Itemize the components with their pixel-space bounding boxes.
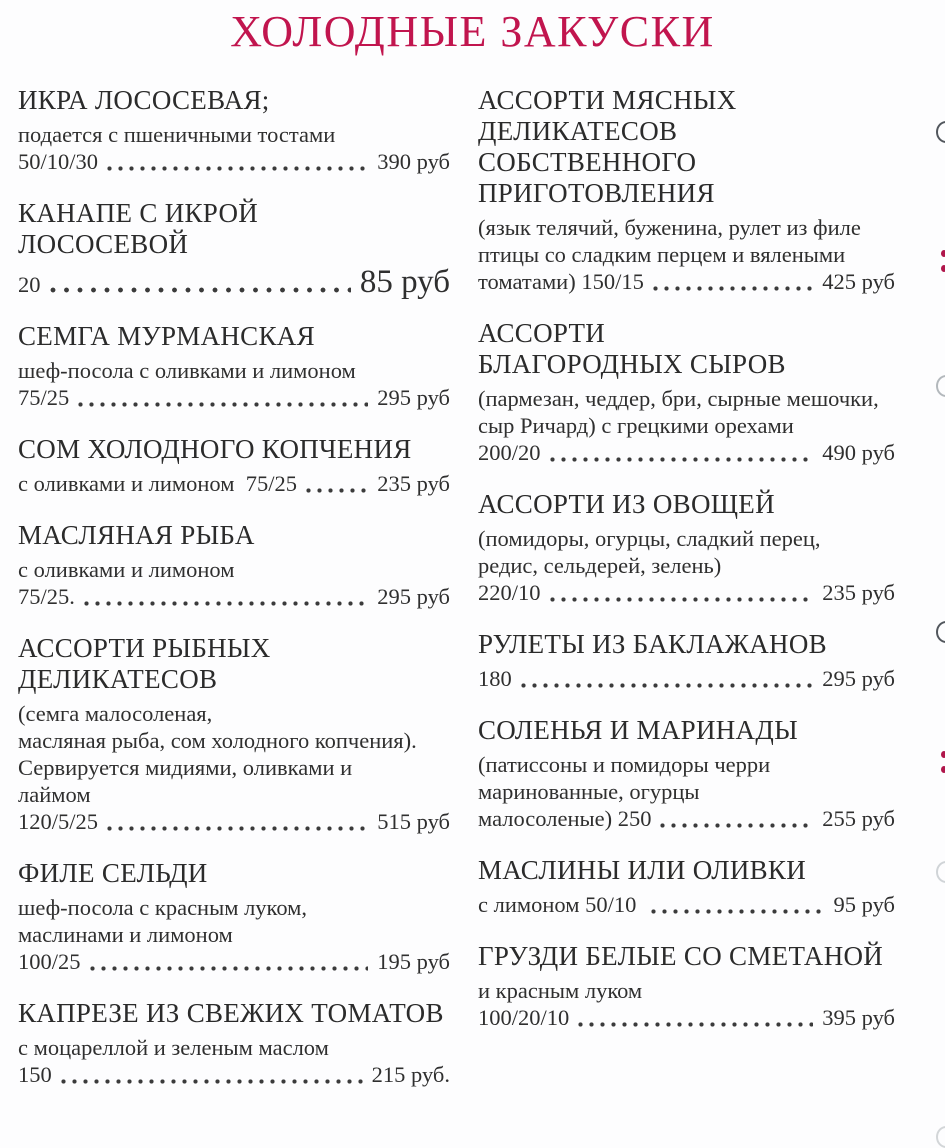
- menu-item-description-line: шеф-посола с оливками и лимоном: [18, 358, 356, 383]
- menu-item-name-line: БЛАГОРОДНЫХ СЫРОВ: [478, 349, 786, 379]
- menu-item-portion: 220/10: [478, 580, 541, 605]
- menu-item-name-line: РУЛЕТЫ ИЗ БАКЛАЖАНОВ: [478, 629, 827, 659]
- menu-item-description: [478, 751, 895, 805]
- menu-item-description: [18, 700, 450, 808]
- menu-item-name-line: КАНАПЕ С ИКРОЙ: [18, 198, 259, 228]
- menu-item-name-line: КАПРЕЗЕ ИЗ СВЕЖИХ ТОМАТОВ: [18, 998, 444, 1028]
- menu-item-description-line: птицы со сладким перцем и вялеными: [478, 242, 846, 267]
- menu-item-portion: 100/25: [18, 949, 81, 974]
- menu-item-name: [478, 85, 895, 209]
- menu-item-price: 85 руб: [359, 264, 450, 300]
- menu-item-price: 235 руб: [377, 471, 450, 496]
- menu-item-name: [18, 633, 450, 695]
- menu-item: [18, 520, 450, 611]
- menu-item-description-line: шеф-посола с красным луком,: [18, 895, 308, 920]
- menu-item-name-line: ФИЛЕ СЕЛЬДИ: [18, 858, 208, 888]
- menu-item-name-line: МАСЛЯНАЯ РЫБА: [18, 520, 255, 550]
- menu-item-price: 255 руб: [822, 806, 895, 831]
- menu-item-price-row: [18, 148, 450, 176]
- menu-item-price-row: [478, 579, 895, 607]
- dotted-leader: [90, 966, 369, 971]
- menu-item-price: 235 руб: [822, 580, 895, 605]
- menu-item-price: 95 руб: [833, 892, 895, 917]
- menu-item-price-row: [18, 1061, 450, 1089]
- menu-item-portion: 75/25.: [18, 584, 75, 609]
- menu-item-price: 490 руб: [822, 440, 895, 465]
- menu-item-name: [478, 941, 895, 972]
- menu-item: [478, 85, 895, 296]
- menu-item-portion: 180: [478, 666, 512, 691]
- menu-item: [478, 489, 895, 607]
- cut-off-glyph-dots: [941, 250, 945, 257]
- menu-item-portion: с оливками и лимоном 75/25: [18, 471, 297, 496]
- menu-item-portion: 120/5/25: [18, 809, 99, 834]
- menu-item-description: [478, 214, 895, 268]
- dotted-leader: [550, 597, 814, 602]
- menu-item-price-row: [18, 808, 450, 836]
- dotted-leader: [78, 402, 368, 407]
- menu-item-description-line: и красным луком: [478, 978, 643, 1003]
- menu-item-portion: малосоленые) 250: [478, 806, 652, 831]
- dotted-leader: [50, 287, 351, 293]
- menu-item-name: [18, 998, 450, 1029]
- menu-item-price-row: [478, 439, 895, 467]
- menu-item-price-row: [18, 948, 450, 976]
- menu-item-description-line: лаймом: [18, 782, 91, 807]
- menu-item-price: 515 руб: [377, 809, 450, 834]
- menu-item-price: 195 руб: [377, 949, 450, 974]
- menu-item-name-line: ПРИГОТОВЛЕНИЯ: [478, 178, 715, 208]
- menu-item-name-line: АССОРТИ МЯСНЫХ: [478, 85, 737, 115]
- menu-item-description-line: (семга малосоленая,: [18, 701, 213, 726]
- dotted-leader: [550, 457, 814, 462]
- menu-item: [478, 941, 895, 1032]
- menu-item-description-line: редис, сельдерей, зелень): [478, 553, 722, 578]
- menu-item: [478, 318, 895, 467]
- menu-item: [18, 434, 450, 498]
- menu-item-price-row: [478, 891, 895, 919]
- menu-item-name-line: СОЛЕНЬЯ И МАРИНАДЫ: [478, 715, 798, 745]
- menu-item-price: 295 руб: [822, 666, 895, 691]
- menu-item-description: [478, 525, 895, 579]
- dotted-leader: [651, 909, 825, 914]
- menu-item-name-line: СЕМГА МУРМАНСКАЯ: [18, 321, 315, 351]
- menu-column-right: [478, 85, 895, 1111]
- menu-item: [478, 715, 895, 833]
- menu-item: [18, 321, 450, 412]
- menu-item-price-row: [18, 470, 450, 498]
- dotted-leader: [84, 601, 368, 606]
- menu-item-portion: 50/10/30: [18, 149, 99, 174]
- menu-item-name: [18, 434, 450, 465]
- page-title: ХОЛОДНЫЕ ЗАКУСКИ: [230, 7, 715, 56]
- menu-item-price: 295 руб: [377, 584, 450, 609]
- dotted-leader: [653, 286, 813, 291]
- menu-item-price-row: [478, 268, 895, 296]
- menu-item-description-line: масляная рыба, сом холодного копчения).: [18, 728, 417, 753]
- dotted-leader: [306, 488, 368, 493]
- menu-item-description-line: маринованные, огурцы: [478, 779, 700, 804]
- menu-item-name-line: ЛОСОСЕВОЙ: [18, 229, 189, 259]
- cut-off-glyph-dots: [941, 265, 945, 272]
- menu-item-description-line: (помидоры, огурцы, сладкий перец,: [478, 526, 821, 551]
- menu-item-description-line: (патиссоны и помидоры черри: [478, 752, 771, 777]
- menu-item-description-line: сыр Ричард) с грецкими орехами: [478, 413, 794, 438]
- menu-item-description: [18, 121, 450, 148]
- menu-item-description-line: (язык телячий, буженина, рулет из филе: [478, 215, 861, 240]
- menu-item-description-line: с моцареллой и зеленым маслом: [18, 1035, 329, 1060]
- menu-item: [478, 855, 895, 919]
- menu-item: [18, 198, 450, 299]
- menu-item-portion: 100/20/10: [478, 1005, 570, 1030]
- menu-item-name-line: ДЕЛИКАТЕСОВ: [18, 664, 218, 694]
- menu-item-description-line: Сервируется мидиями, оливками и: [18, 755, 353, 780]
- dotted-leader: [107, 166, 368, 171]
- menu-item-portion: 75/25: [18, 385, 70, 410]
- cut-off-glyph-arc: [936, 1126, 945, 1148]
- menu-item-price-row: [478, 665, 895, 693]
- menu-item-description-line: подается с пшеничными тостами: [18, 122, 336, 147]
- menu-item-description: [478, 385, 895, 439]
- dotted-leader: [61, 1079, 363, 1084]
- menu-item: [478, 629, 895, 693]
- menu-item-name: [478, 629, 895, 660]
- menu-item-price: 215 руб.: [371, 1062, 450, 1087]
- menu-item-name: [18, 85, 450, 116]
- dotted-leader: [107, 826, 368, 831]
- menu-item-description: [478, 977, 895, 1004]
- menu-item-description: [18, 1034, 450, 1061]
- menu-item-price-row: [478, 805, 895, 833]
- menu-item-name: [478, 715, 895, 746]
- menu-item-description-line: (пармезан, чеддер, бри, сырные мешочки,: [478, 386, 879, 411]
- menu-item-name-line: СОБСТВЕННОГО: [478, 147, 697, 177]
- menu-item-name: [18, 520, 450, 551]
- menu-item-name-line: ГРУЗДИ БЕЛЫЕ СО СМЕТАНОЙ: [478, 941, 884, 971]
- menu-item-name-line: ДЕЛИКАТЕСОВ: [478, 116, 678, 146]
- dotted-leader: [578, 1022, 813, 1027]
- menu-item-name-line: СОМ ХОЛОДНОГО КОПЧЕНИЯ: [18, 434, 412, 464]
- menu-item: [18, 85, 450, 176]
- menu-item-description-line: маслинами и лимоном: [18, 922, 233, 947]
- menu-item-name: [18, 858, 450, 889]
- cut-off-glyph-dots: [941, 751, 945, 758]
- menu-item-name: [18, 321, 450, 352]
- menu-item-description: [18, 556, 450, 583]
- menu-item-name-line: МАСЛИНЫ ИЛИ ОЛИВКИ: [478, 855, 807, 885]
- menu-item-description: [18, 357, 450, 384]
- menu-item: [18, 858, 450, 976]
- menu-item-price-row: [18, 583, 450, 611]
- menu-columns: [0, 85, 945, 1111]
- menu-item-name-line: АССОРТИ РЫБНЫХ: [18, 633, 271, 663]
- menu-item-name: [478, 318, 895, 380]
- menu-item-price: 390 руб: [377, 149, 450, 174]
- menu-item-price-row: [18, 384, 450, 412]
- menu-item-name-line: АССОРТИ ИЗ ОВОЩЕЙ: [478, 489, 775, 519]
- menu-item-name-line: ИКРА ЛОСОСЕВАЯ;: [18, 85, 270, 115]
- menu-item-name-line: АССОРТИ: [478, 318, 606, 348]
- menu-item-price-row: [478, 1004, 895, 1032]
- menu-item-portion: 200/20: [478, 440, 541, 465]
- menu-item-price-row: [18, 265, 450, 299]
- dotted-leader: [521, 683, 814, 688]
- menu-item-name: [478, 855, 895, 886]
- menu-column-left: [18, 85, 450, 1111]
- menu-item-name: [478, 489, 895, 520]
- menu-item: [18, 998, 450, 1089]
- menu-item: [18, 633, 450, 836]
- menu-item-portion: с лимоном 50/10: [478, 892, 642, 917]
- menu-item-portion: 20: [18, 272, 41, 297]
- menu-item-description-line: с оливками и лимоном: [18, 557, 235, 582]
- menu-item-portion: томатами) 150/15: [478, 269, 644, 294]
- cut-off-glyph-dots: [941, 766, 945, 773]
- menu-item-name: [18, 198, 450, 260]
- menu-item-price: 295 руб: [377, 385, 450, 410]
- menu-item-price: 395 руб: [822, 1005, 895, 1030]
- dotted-leader: [660, 823, 813, 828]
- menu-item-portion: 150: [18, 1062, 52, 1087]
- menu-item-description: [18, 894, 450, 948]
- menu-item-price: 425 руб: [822, 269, 895, 294]
